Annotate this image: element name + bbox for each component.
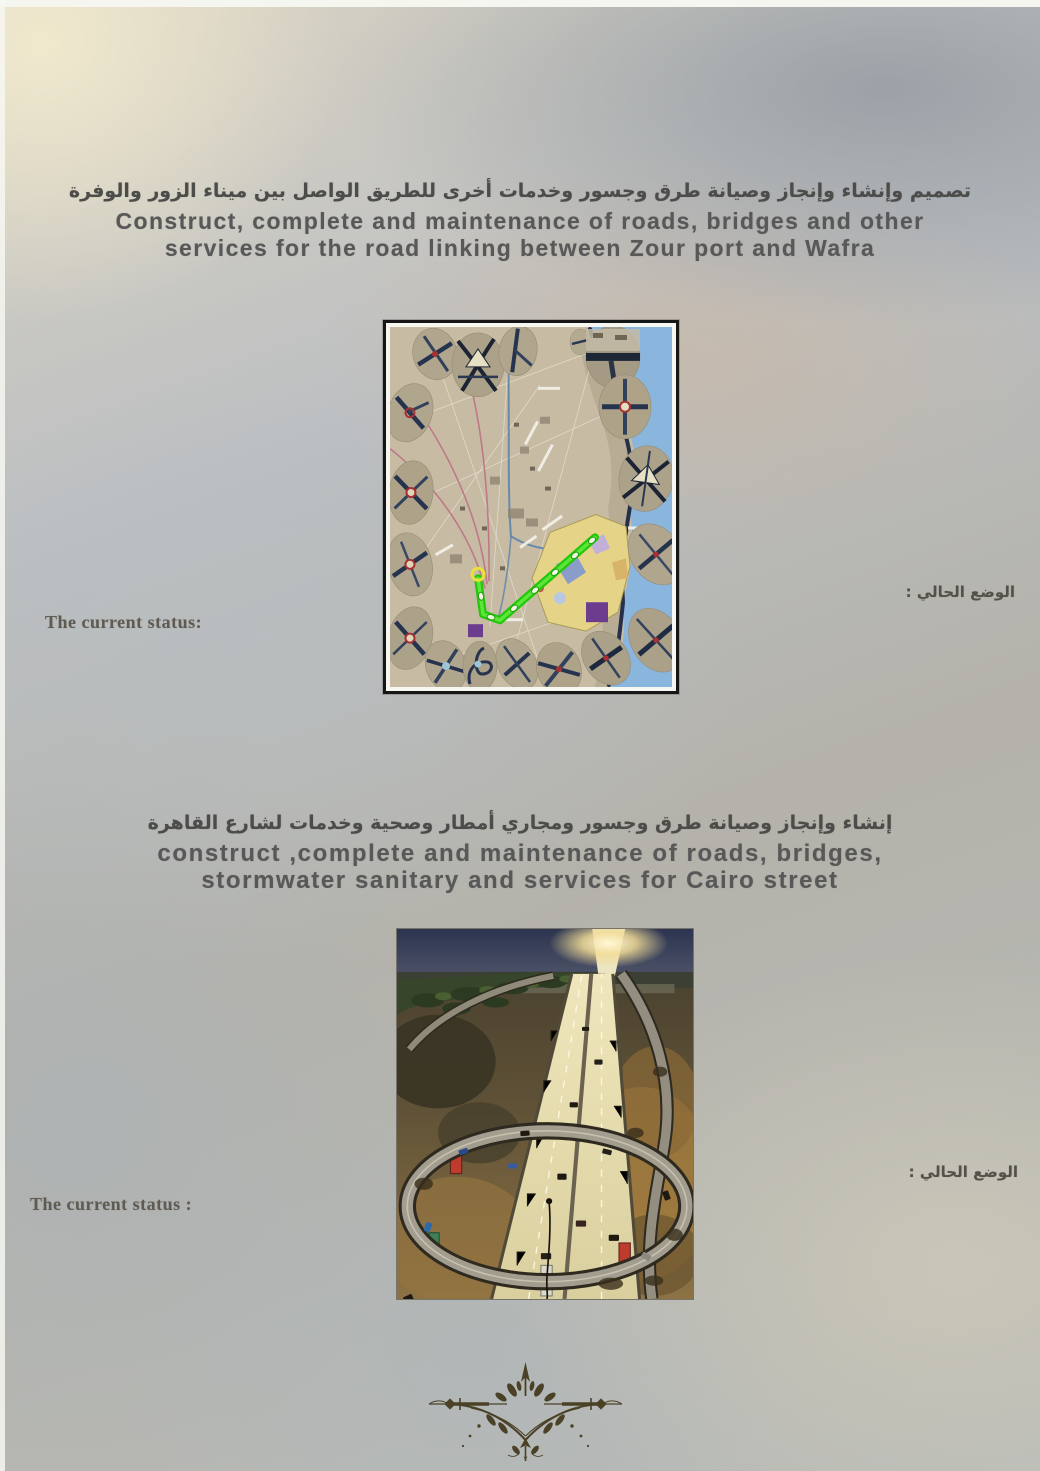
zour-wafra-road-map <box>390 327 672 687</box>
page-edge-top <box>0 0 1040 7</box>
section1-title-english-line1: Construct, complete and maintenance of roads, bridges and other <box>115 208 925 234</box>
section1-title-arabic: تصميم وإنشاء وإنجاز وصيانة طرق وجسور وخدمات أخرى للطريق الواصل بين ميناء الزور والوفرة <box>68 180 972 202</box>
section2-title-arabic: إنشاء وإنجاز وصيانة طرق وجسور ومجاري أمطار وصحية وخدمات لشارع القاهرة <box>147 812 893 834</box>
floral-divider-ornament <box>423 1360 628 1464</box>
section2-header <box>0 810 1040 894</box>
section2-status-label-english: The current status : <box>30 1194 193 1214</box>
section2-title-english-line2: stormwater sanitary and services for Cairo street <box>201 867 839 894</box>
cairo-street-interchange-rendering <box>397 929 693 1299</box>
section1-title-english-line2: services for the road linking between Zour port and Wafra <box>164 235 876 261</box>
section1-status-label-arabic: الوضع الحالي : <box>905 583 1015 601</box>
floral-divider <box>423 1360 628 1464</box>
zour-wafra-road-map-image <box>383 320 679 694</box>
section2-status-label-arabic: الوضع الحالي : <box>908 1163 1018 1181</box>
section1-status-label-english: The current status: <box>45 612 203 632</box>
cairo-street-interchange-image <box>396 928 694 1300</box>
section1-header <box>0 178 1040 262</box>
section2-title-english-line1: construct ,complete and maintenance of roads, bridges, <box>157 840 883 867</box>
